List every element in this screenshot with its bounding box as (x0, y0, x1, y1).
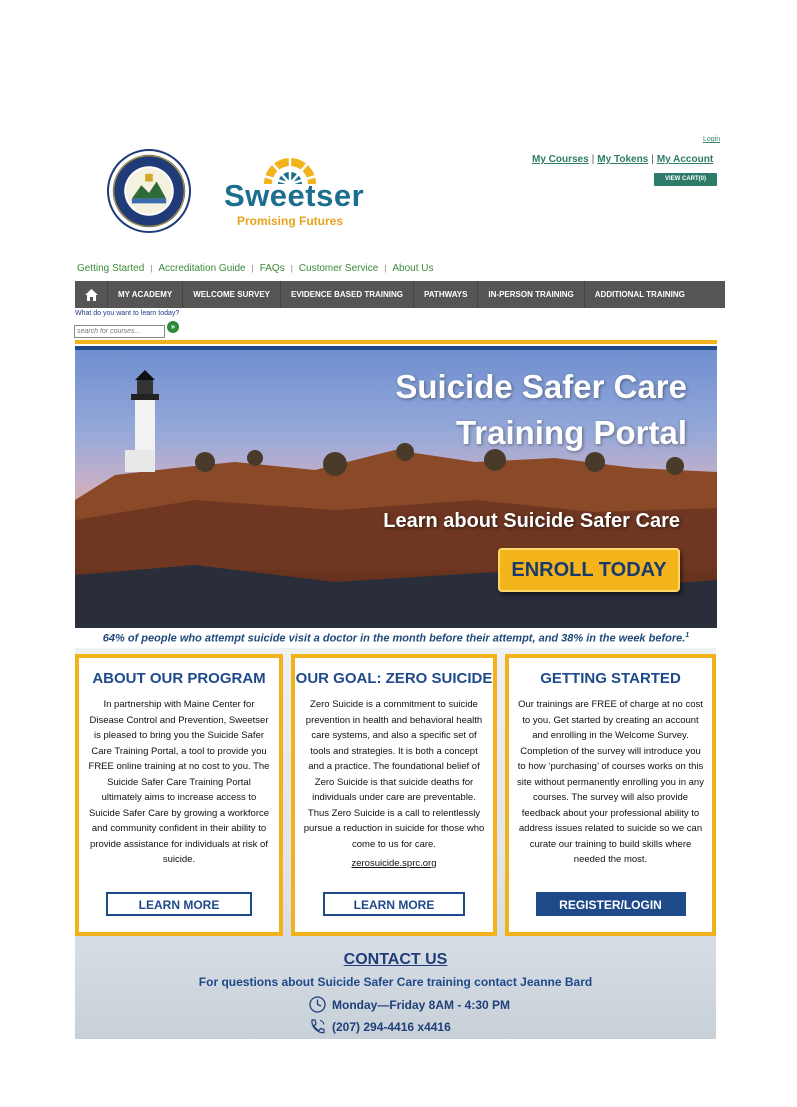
zerosuicide-link[interactable]: zerosuicide.sprc.org (351, 858, 437, 869)
search-input[interactable] (74, 325, 165, 338)
getting-started-body: Our trainings are FREE of charge at no cost to you. Get started by creating an account and enrolling in the Welcome Survey. Completion of the survey will introduce you to how ‘purchasing’ of courses works on this site without permanently enrolling you in any courses. The survey will also provide feedback about your professional ability to address issues related to suicide so we can curate our training to build skills where needed the most. (517, 699, 704, 865)
login-link[interactable]: Login (703, 136, 721, 143)
contact-title: CONTACT US (343, 951, 448, 968)
contact-hours (309, 996, 510, 1013)
customer-service-link[interactable]: Customer Service (298, 263, 379, 274)
home-icon[interactable] (75, 281, 107, 308)
hero-title-line2: Training Portal (455, 414, 687, 451)
hero-subtitle: Learn about Suicide Safer Care (383, 510, 680, 532)
gold-divider (75, 340, 717, 344)
view-cart-button[interactable]: VIEW CART(0) (654, 173, 717, 186)
register-login-button[interactable]: REGISTER/LOGIN (536, 892, 686, 916)
statistic-text: 64% of people who attempt suicide visit a doctor in the month before their attempt, and 38% in the week before. (102, 632, 686, 645)
getting-started-card (505, 654, 716, 936)
hours-text: Monday—Friday 8AM - 4:30 PM (332, 997, 511, 1012)
hero-title-line1: Suicide Safer Care (395, 368, 687, 405)
zero-suicide-card (291, 654, 497, 936)
phone-icon (309, 1018, 326, 1035)
search-go-button[interactable]: » (167, 321, 179, 333)
faqs-link[interactable]: FAQs (259, 263, 285, 274)
nav-my-academy[interactable]: MY ACADEMY (107, 281, 182, 308)
getting-started-title: GETTING STARTED (540, 670, 681, 687)
zero-suicide-learn-more-button[interactable]: LEARN MORE (323, 892, 465, 916)
getting-started-link[interactable]: Getting Started (77, 263, 145, 274)
about-program-card (75, 654, 283, 936)
contact-line: For questions about Suicide Safer Care training contact Jeanne Bard (198, 975, 593, 989)
contact-phone (309, 1018, 451, 1035)
main-nav (75, 281, 725, 308)
zero-suicide-body: Zero Suicide is a commitment to suicide prevention in health and behavioral health care systems, and also a specific set of tools and strategies. It is both a concept and a practice. The foundational belief of Zero Suicide is that suicide deaths for individuals under care are preventable. Thus Zero Suicide is a call to relentlessly pursue a reduction in suicide for those who come to us for care. (303, 699, 485, 850)
about-learn-more-button[interactable]: LEARN MORE (106, 892, 252, 916)
sweetser-tagline: Promising Futures (237, 214, 344, 228)
top-links: Getting Started | Accreditation Guide | FAQs | Customer Service | About Us (77, 263, 434, 274)
nav-welcome-survey[interactable]: WELCOME SURVEY (182, 281, 280, 308)
clock-icon (309, 996, 326, 1013)
nav-in-person-training[interactable]: IN-PERSON TRAINING (477, 281, 583, 308)
account-links: My Courses | My Tokens | My Account (532, 154, 714, 165)
hero-banner (75, 350, 717, 628)
my-account-link[interactable]: My Account (656, 154, 714, 165)
dhhs-seal-icon (107, 149, 191, 233)
search-label: What do you want to learn today? (75, 310, 180, 317)
statistic-banner (75, 632, 717, 645)
nav-evidence-based-training[interactable]: EVIDENCE BASED TRAINING (280, 281, 413, 308)
nav-pathways[interactable]: PATHWAYS (413, 281, 477, 308)
about-program-body: In partnership with Maine Center for Disease Control and Prevention, Sweetser is pleased to bring you the Suicide Safer Care Training Portal, a tool to provide you FREE online training at no cost to you. The Suicide Safer Care Training Portal ultimately aims to increase access to Suicide Safer Care by growing a workforce and community confident in their ability to provide assistance for individuals at risk of suicide. (88, 699, 270, 865)
my-tokens-link[interactable]: My Tokens (597, 154, 649, 165)
phone-text[interactable]: (207) 294-4416 x4416 (332, 1019, 451, 1034)
sweetser-logo-text: Sweetser (224, 178, 365, 213)
my-courses-link[interactable]: My Courses (532, 154, 589, 165)
about-program-title: ABOUT OUR PROGRAM (92, 670, 266, 687)
nav-additional-training[interactable]: ADDITIONAL TRAINING (584, 281, 695, 308)
zero-suicide-title: OUR GOAL: ZERO SUICIDE (295, 670, 493, 687)
about-us-link[interactable]: About Us (392, 263, 434, 274)
enroll-today-button[interactable]: ENROLL TODAY (498, 548, 680, 592)
statistic-footnote: 1 (685, 632, 690, 639)
accreditation-guide-link[interactable]: Accreditation Guide (158, 263, 246, 274)
